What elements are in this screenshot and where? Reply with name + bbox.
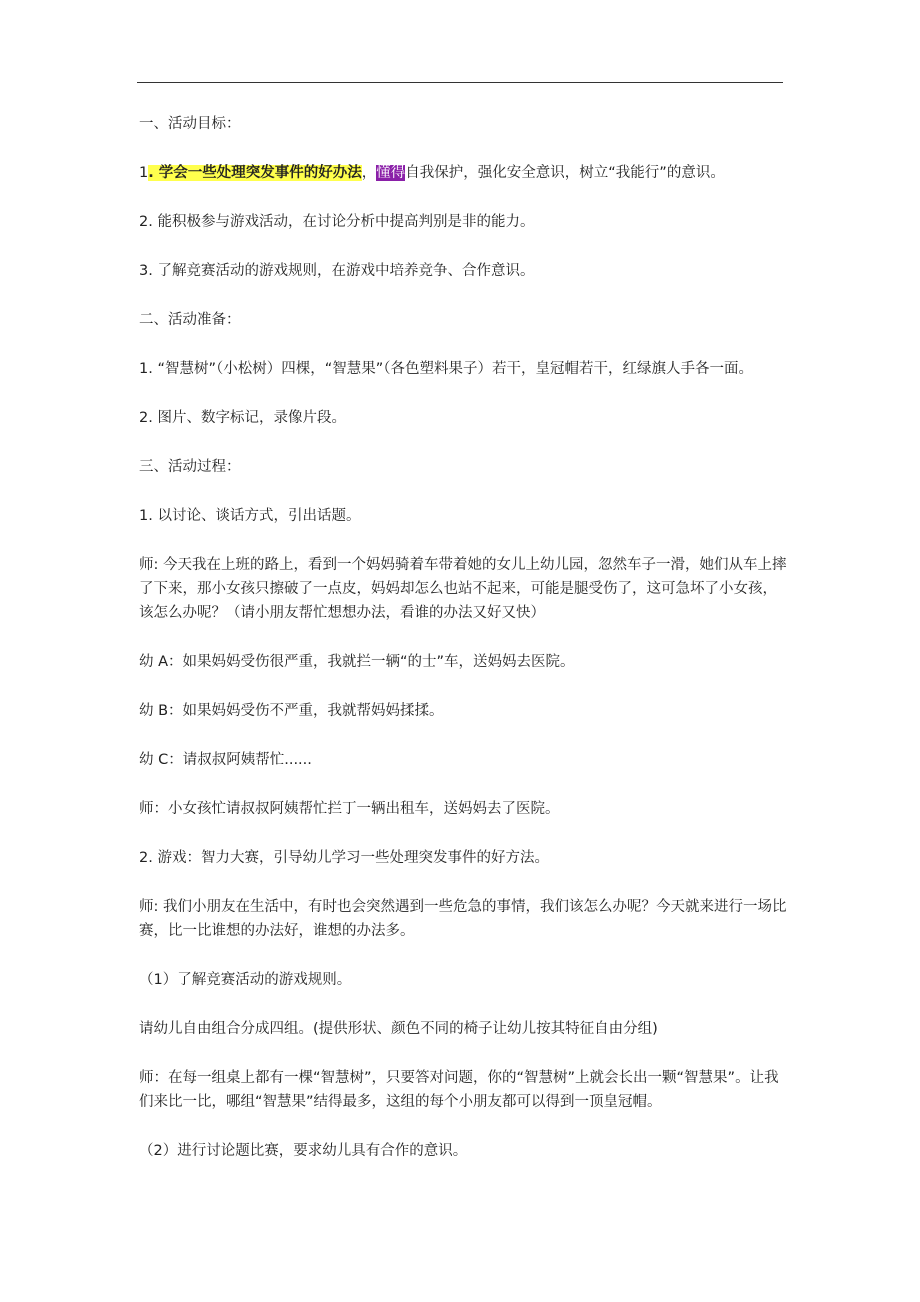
goal-item-1-rest: 自我保护，强化安全意识，树立“我能行”的意识。	[405, 165, 725, 181]
goal-item-1-number: 1	[139, 165, 149, 181]
goal-item-3: 3. 了解竞赛活动的游戏规则，在游戏中培养竞争、合作意识。	[139, 263, 535, 279]
teacher-dialogue-4: 师：在每一组桌上都有一棵“智慧树”，只要答对问题，你的“智慧树”上就会长出一颗“智慧果”。让我们来比一比，哪组“智慧果”结得最多，这组的每个小朋友都可以得到一顶皇冠帽。	[139, 1070, 779, 1110]
section-heading-preparation: 二、活动准备：	[139, 312, 241, 328]
substep-2: （2）进行讨论题比赛，要求幼儿具有合作的意识。	[139, 1143, 468, 1159]
goal-item-2: 2. 能积极参与游戏活动，在讨论分析中提高判别是非的能力。	[139, 214, 535, 230]
teacher-dialogue-1: 师: 今天我在上班的路上，看到一个妈妈骑着车带着她的女儿上幼儿园，忽然车子一滑，她们从车上摔了下来，那小女孩只擦破了一点皮，妈妈却怎么也站不起来，可能是腿受伤了，这可急坏了小女孩，该怎么办呢？（请小朋友帮忙想想办法，看谁的办法又好又快）	[139, 557, 787, 621]
grouping-instruction: 请幼儿自由组合分成四组。(提供形状、颜色不同的椅子让幼儿按其特征自由分组)	[139, 1021, 658, 1037]
teacher-dialogue-2: 师：小女孩忙请叔叔阿姨帮忙拦丁一辆出租车，送妈妈去了医院。	[139, 801, 560, 817]
child-a-dialogue: 幼 A：如果妈妈受伤很严重，我就拦一辆“的士”车，送妈妈去医院。	[139, 654, 575, 670]
goal-item-1	[139, 161, 789, 185]
preparation-item-1: 1. “智慧树”（小松树）四棵，“智慧果”（各色塑料果子）若干，皇冠帽若干，红绿旗人手各一面。	[139, 361, 753, 377]
section-heading-goals: 一、活动目标：	[139, 116, 241, 132]
highlighted-phrase-yellow: . 学会一些处理突发事件的好办法	[148, 165, 362, 181]
highlighted-word-purple: 懂得	[376, 165, 406, 181]
teacher-dialogue-3: 师: 我们小朋友在生活中，有时也会突然遇到一些危急的事情，我们该怎么办呢？今天就来进行一场比赛，比一比谁想的办法好，谁想的办法多。	[139, 899, 787, 939]
preparation-item-2: 2. 图片、数字标记，录像片段。	[139, 410, 346, 426]
section-heading-process: 三、活动过程：	[139, 459, 241, 475]
goal-item-1-separator: ，	[361, 165, 377, 181]
header-rule	[137, 82, 783, 83]
process-step-1: 1. 以讨论、谈话方式，引出话题。	[139, 508, 361, 524]
process-step-2: 2. 游戏：智力大赛，引导幼儿学习一些处理突发事件的好方法。	[139, 850, 549, 866]
document-body	[139, 112, 789, 1188]
child-b-dialogue: 幼 B：如果妈妈受伤不严重，我就帮妈妈揉揉。	[139, 703, 444, 719]
child-c-dialogue: 幼 C：请叔叔阿姨帮忙......	[139, 752, 312, 768]
substep-1: （1）了解竞赛活动的游戏规则。	[139, 972, 352, 988]
